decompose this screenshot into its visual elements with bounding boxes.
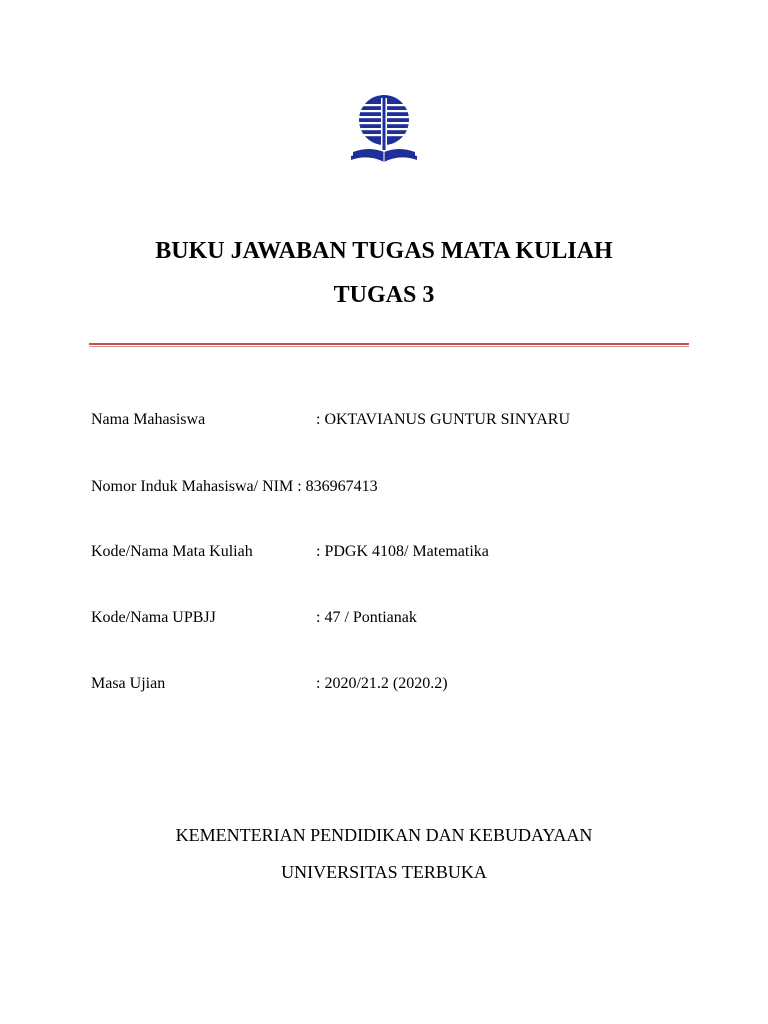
field-label: Kode/Nama UPBJJ — [91, 609, 216, 626]
field-label: Nama Mahasiswa — [91, 411, 206, 428]
universitas-terbuka-logo-icon — [349, 90, 419, 166]
field-value: : PDGK 4108/ Matematika — [316, 543, 489, 560]
title-divider — [89, 343, 689, 347]
ministry-name: KEMENTERIAN PENDIDIKAN DAN KEBUDAYAAN — [175, 825, 593, 845]
field-student-name — [91, 408, 711, 432]
field-value: : OKTAVIANUS GUNTUR SINYARU — [316, 411, 570, 428]
field-label: Kode/Nama Mata Kuliah — [91, 543, 253, 560]
field-value: : 47 / Pontianak — [316, 609, 417, 626]
document-title: BUKU JAWABAN TUGAS MATA KULIAH — [155, 238, 613, 264]
field-value: : 2020/21.2 (2020.2) — [316, 675, 448, 692]
field-course — [91, 540, 711, 564]
divider-line-thick — [89, 343, 689, 345]
field-student-id — [91, 475, 711, 499]
assignment-number: TUGAS 3 — [333, 282, 435, 308]
field-upbjj — [91, 606, 711, 630]
field-value: : 836967413 — [293, 478, 378, 495]
field-label: Nomor Induk Mahasiswa/ NIM — [91, 478, 294, 495]
field-exam-period — [91, 672, 711, 696]
divider-line-thin — [89, 346, 689, 347]
field-label: Masa Ujian — [91, 675, 166, 692]
university-name: UNIVERSITAS TERBUKA — [281, 862, 487, 882]
